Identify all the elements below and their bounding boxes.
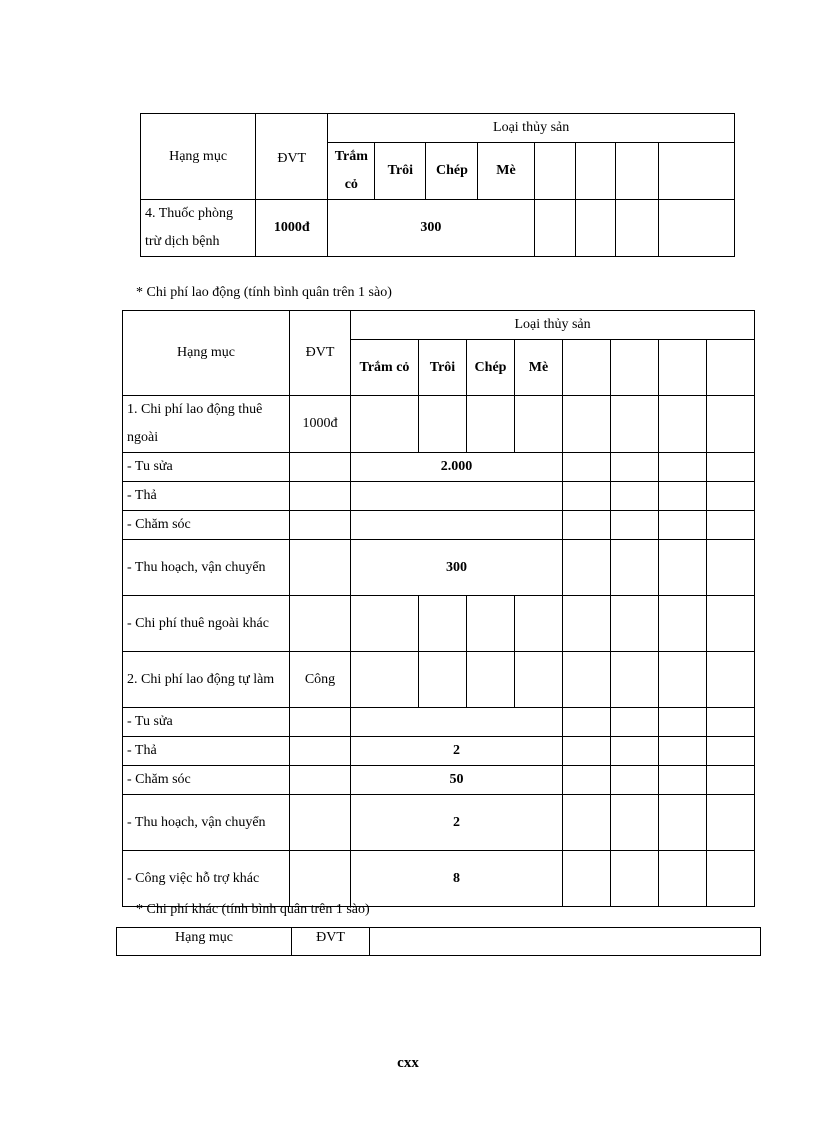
empty-cell xyxy=(563,795,611,851)
empty-cell xyxy=(611,453,659,482)
empty-cell xyxy=(563,511,611,540)
row-unit xyxy=(290,453,351,482)
table-row xyxy=(123,453,755,482)
empty-cell xyxy=(611,396,659,453)
empty-cell xyxy=(419,596,467,652)
row-label: 1. Chi phí lao động thuê ngoài xyxy=(123,396,290,453)
empty-cell xyxy=(534,143,575,200)
empty-cell xyxy=(611,482,659,511)
row-unit xyxy=(290,737,351,766)
empty-cell xyxy=(563,596,611,652)
empty-cell xyxy=(534,200,575,257)
empty-cell xyxy=(659,795,707,851)
empty-cell xyxy=(615,200,658,257)
empty-cell xyxy=(611,737,659,766)
empty-cell xyxy=(707,540,755,596)
row-label: - Chi phí thuê ngoài khác xyxy=(123,596,290,652)
empty-cell xyxy=(467,396,515,453)
empty-cell xyxy=(563,453,611,482)
empty-cell xyxy=(611,340,659,396)
empty-cell xyxy=(611,652,659,708)
empty-cell xyxy=(707,453,755,482)
table-row xyxy=(123,396,755,453)
empty-cell xyxy=(563,540,611,596)
row-value: 8 xyxy=(351,851,563,907)
table-row xyxy=(123,511,755,540)
empty-cell xyxy=(611,851,659,907)
row-unit xyxy=(290,482,351,511)
row-value: 2 xyxy=(351,737,563,766)
empty-cell xyxy=(563,708,611,737)
species-header: Chép xyxy=(426,143,478,200)
table-row xyxy=(123,652,755,708)
empty-cell xyxy=(563,766,611,795)
empty-cell xyxy=(467,652,515,708)
row-unit xyxy=(290,511,351,540)
empty-cell xyxy=(563,851,611,907)
row-unit xyxy=(290,851,351,907)
empty-cell xyxy=(659,540,707,596)
page-number: cxx xyxy=(397,1055,419,1071)
row-unit: 1000đ xyxy=(256,200,328,257)
species-header: Trắm cỏ xyxy=(351,340,419,396)
row-label: - Chăm sóc xyxy=(123,511,290,540)
row-label: - Tu sửa xyxy=(123,453,290,482)
disease-cost-table xyxy=(140,113,735,257)
table-row xyxy=(123,482,755,511)
row-value: 50 xyxy=(351,766,563,795)
empty-cell xyxy=(467,596,515,652)
empty-cell xyxy=(707,340,755,396)
header-unit: ĐVT xyxy=(290,311,351,396)
empty-cell xyxy=(611,766,659,795)
table-row xyxy=(123,737,755,766)
empty-cell xyxy=(659,396,707,453)
header-unit: ĐVT xyxy=(292,928,370,956)
row-label: - Thả xyxy=(123,482,290,511)
row-unit xyxy=(290,766,351,795)
row-unit xyxy=(290,596,351,652)
row-unit xyxy=(290,795,351,851)
row-label: 4. Thuốc phòng trừ dịch bệnh xyxy=(141,200,256,257)
table-row xyxy=(123,596,755,652)
row-label: 2. Chi phí lao động tự làm xyxy=(123,652,290,708)
empty-cell xyxy=(611,596,659,652)
empty-cell xyxy=(575,200,615,257)
row-label: - Thả xyxy=(123,737,290,766)
empty-cell xyxy=(419,652,467,708)
empty-cell xyxy=(563,396,611,453)
other-cost-table xyxy=(116,927,761,956)
empty-cell xyxy=(563,482,611,511)
empty-cell xyxy=(659,737,707,766)
table-row xyxy=(123,540,755,596)
row-label: - Thu hoạch, vận chuyển xyxy=(123,540,290,596)
empty-cell xyxy=(351,396,419,453)
empty-cell xyxy=(707,396,755,453)
empty-cell xyxy=(419,396,467,453)
empty-cell xyxy=(515,396,563,453)
species-header: Mè xyxy=(515,340,563,396)
empty-cell xyxy=(611,540,659,596)
row-unit xyxy=(290,540,351,596)
row-value: 2.000 xyxy=(351,453,563,482)
header-item: Hạng mục xyxy=(141,114,256,200)
empty-cell xyxy=(515,652,563,708)
empty-cell xyxy=(707,511,755,540)
empty-cell xyxy=(707,482,755,511)
header-item: Hạng mục xyxy=(123,311,290,396)
empty-cell xyxy=(563,737,611,766)
table-row xyxy=(123,795,755,851)
row-value xyxy=(351,482,563,511)
empty-cell xyxy=(611,708,659,737)
empty-cell xyxy=(707,708,755,737)
labor-cost-note: * Chi phí lao động (tính bình quân trên 1 sào) xyxy=(136,285,392,300)
empty-cell xyxy=(658,143,734,200)
table-row xyxy=(123,708,755,737)
empty-cell xyxy=(515,596,563,652)
table-row xyxy=(123,851,755,907)
row-value xyxy=(351,511,563,540)
row-unit xyxy=(290,708,351,737)
empty-cell xyxy=(707,851,755,907)
empty-cell xyxy=(659,340,707,396)
empty-cell xyxy=(659,453,707,482)
empty-cell xyxy=(659,511,707,540)
empty-cell xyxy=(563,652,611,708)
empty-cell xyxy=(707,737,755,766)
empty-cell xyxy=(611,795,659,851)
row-value: 2 xyxy=(351,795,563,851)
empty-cell xyxy=(351,596,419,652)
row-value: 300 xyxy=(328,200,534,257)
table-row xyxy=(123,766,755,795)
empty-cell xyxy=(659,766,707,795)
empty-cell xyxy=(611,511,659,540)
species-header: Trôi xyxy=(419,340,467,396)
row-unit: 1000đ xyxy=(290,396,351,453)
empty-cell xyxy=(615,143,658,200)
empty-cell xyxy=(659,652,707,708)
empty-cell xyxy=(658,200,734,257)
species-header: Mè xyxy=(478,143,534,200)
row-label: - Công việc hỗ trợ khác xyxy=(123,851,290,907)
empty-cell xyxy=(707,652,755,708)
header-item: Hạng mục xyxy=(117,928,292,956)
row-value: 300 xyxy=(351,540,563,596)
empty-cell xyxy=(707,766,755,795)
species-header: Trắm cỏ xyxy=(328,143,375,200)
row-label: - Tu sửa xyxy=(123,708,290,737)
empty-cell xyxy=(563,340,611,396)
row-label: - Chăm sóc xyxy=(123,766,290,795)
row-label: - Thu hoạch, vận chuyển xyxy=(123,795,290,851)
empty-cell xyxy=(707,795,755,851)
empty-cell xyxy=(707,596,755,652)
empty-cell xyxy=(659,708,707,737)
header-unit: ĐVT xyxy=(256,114,328,200)
header-species-group: Loại thủy sản xyxy=(351,311,755,340)
row-value xyxy=(351,708,563,737)
empty-cell xyxy=(370,928,761,956)
empty-cell xyxy=(659,482,707,511)
row-unit: Công xyxy=(290,652,351,708)
species-header: Chép xyxy=(467,340,515,396)
empty-cell xyxy=(659,596,707,652)
header-species-group: Loại thủy sản xyxy=(328,114,735,143)
species-header: Trôi xyxy=(375,143,426,200)
labor-cost-table xyxy=(122,310,755,907)
empty-cell xyxy=(659,851,707,907)
empty-cell xyxy=(351,652,419,708)
other-cost-note: * Chi phí khác (tính bình quân trên 1 sào) xyxy=(136,902,370,917)
empty-cell xyxy=(575,143,615,200)
